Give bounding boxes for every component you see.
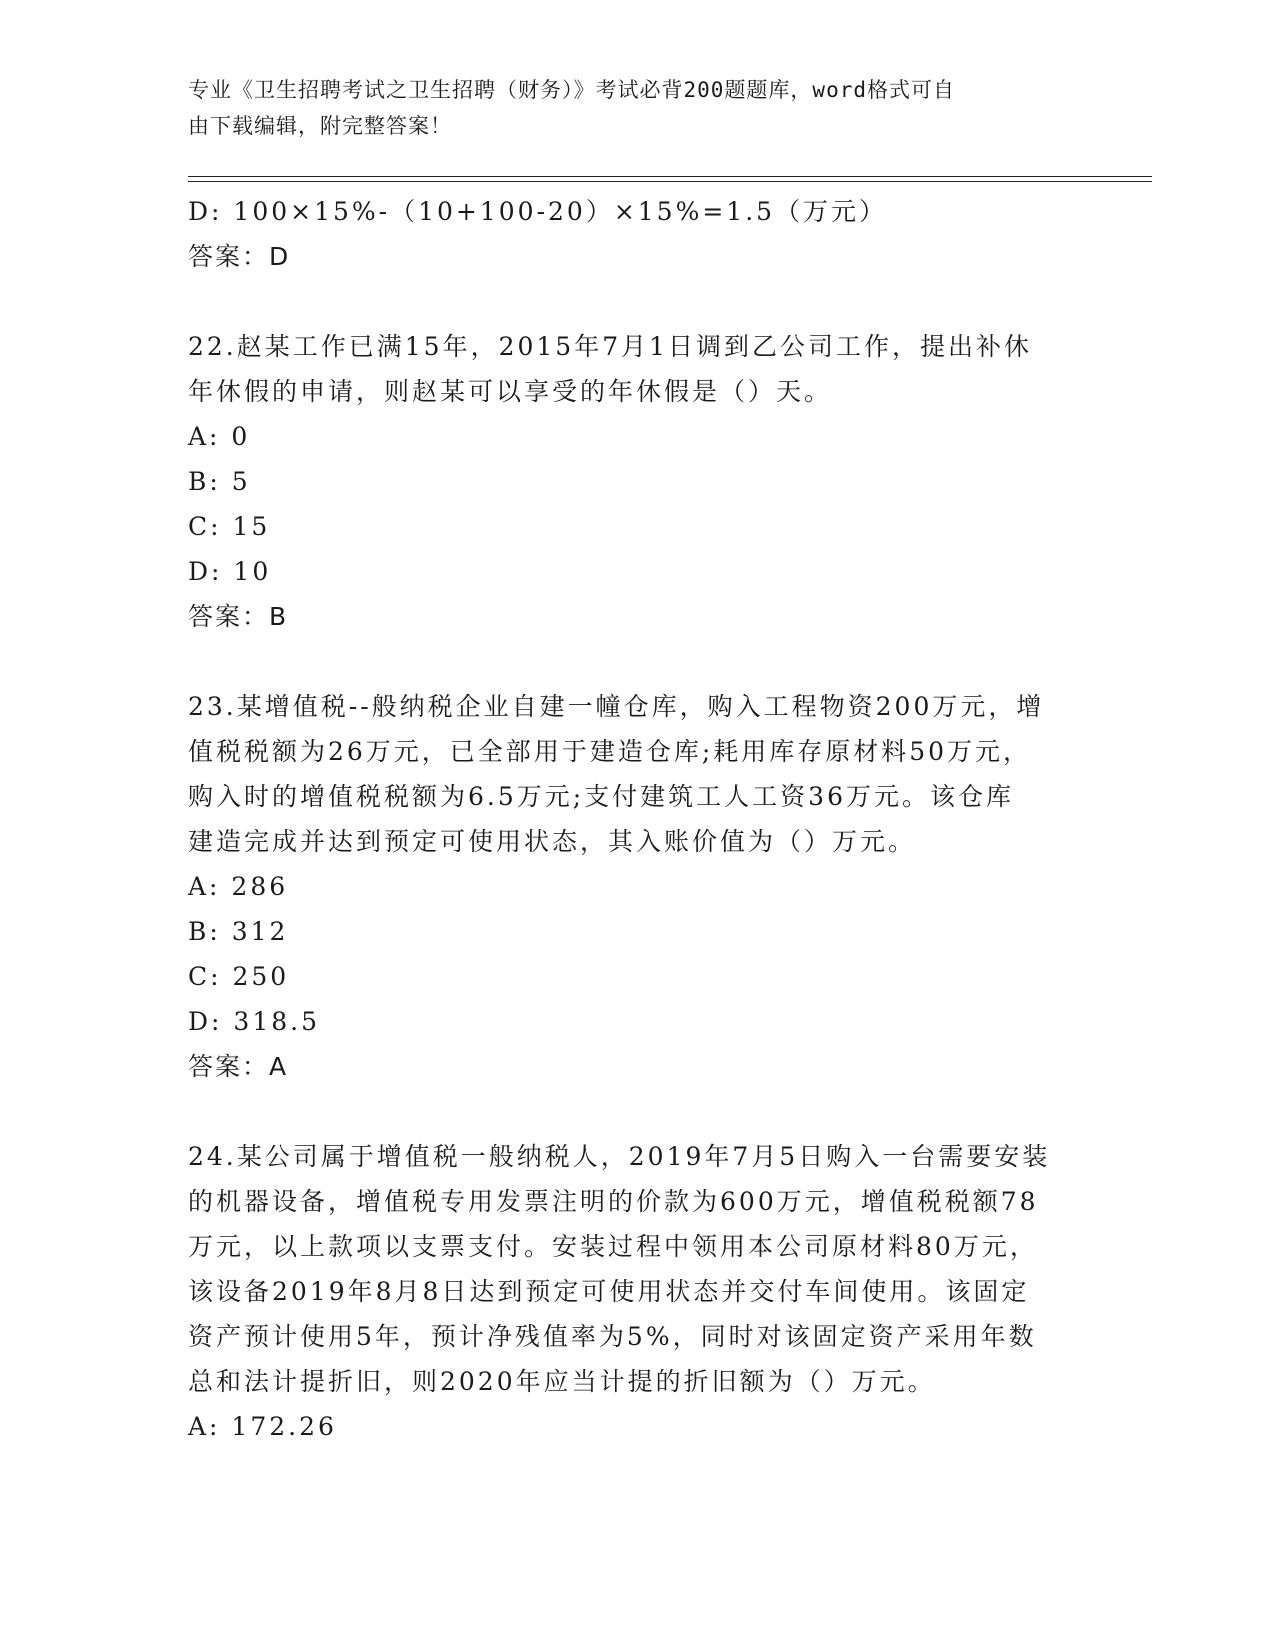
question-24-line-5: 资产预计使用5年，预计净残值率为5%，同时对该固定资产采用年数 xyxy=(188,1322,1037,1351)
question-24-option-a: A: 172.26 xyxy=(188,1412,337,1441)
question-22-option-c: C: 15 xyxy=(188,512,271,541)
question-23-option-a: A: 286 xyxy=(188,872,289,901)
spacer xyxy=(188,1089,1088,1134)
question-22 xyxy=(188,324,1088,639)
question-22-line-1: 22.赵某工作已满15年，2015年7月1日调到乙公司工作，提出补休 xyxy=(188,332,1033,361)
question-24-line-2: 的机器设备，增值税专用发票注明的价款为600万元，增值税税额78 xyxy=(188,1187,1039,1216)
question-23 xyxy=(188,684,1088,1089)
question-23-line-3: 购入时的增值税税额为6.5万元;支付建筑工人工资36万元。该仓库 xyxy=(188,782,1014,811)
question-23-option-d: D: 318.5 xyxy=(188,1007,320,1036)
page-header xyxy=(188,72,1068,144)
question-23-option-b: B: 312 xyxy=(188,917,289,946)
spacer xyxy=(188,639,1088,684)
question-23-answer: 答案：A xyxy=(188,1052,289,1081)
question-23-option-c: C: 250 xyxy=(188,962,290,991)
question-24 xyxy=(188,1134,1088,1449)
question-22-answer: 答案：B xyxy=(188,602,289,631)
question-22-option-b: B: 5 xyxy=(188,467,251,496)
question-24-line-1: 24.某公司属于增值税一般纳税人，2019年7月5日购入一台需要安装 xyxy=(188,1142,1051,1171)
header-line-1: 专业《卫生招聘考试之卫生招聘（财务）》考试必背200题题库，word格式可自 xyxy=(188,78,955,102)
question-22-line-2: 年休假的申请，则赵某可以享受的年休假是（）天。 xyxy=(188,377,833,406)
header-rule-bottom xyxy=(188,181,1152,182)
spacer xyxy=(188,279,1088,324)
document-body xyxy=(188,189,1088,1449)
question-23-line-1: 23.某增值税--般纳税企业自建一幢仓库，购入工程物资200万元，增 xyxy=(188,692,1045,721)
question-24-line-4: 该设备2019年8月8日达到预定可使用状态并交付车间使用。该固定 xyxy=(188,1277,1030,1306)
question-24-line-6: 总和法计提折旧，则2020年应当计提的折旧额为（）万元。 xyxy=(188,1367,936,1396)
header-line-2: 由下载编辑，附完整答案！ xyxy=(188,114,452,138)
question-22-option-a: A: 0 xyxy=(188,422,251,451)
question-22-option-d: D: 10 xyxy=(188,557,272,586)
question-23-line-4: 建造完成并达到预定可使用状态，其入账价值为（）万元。 xyxy=(188,827,917,856)
header-rule-top xyxy=(188,176,1152,177)
question-23-line-2: 值税税额为26万元，已全部用于建造仓库;耗用库存原材料50万元， xyxy=(188,737,1032,766)
question-24-line-3: 万元，以上款项以支票支付。安装过程中领用本公司原材料80万元， xyxy=(188,1232,1038,1261)
prev-option-d: D: 100×15%-（10+100-20）×15%=1.5（万元） xyxy=(188,197,888,226)
prev-answer: 答案：D xyxy=(188,242,291,271)
